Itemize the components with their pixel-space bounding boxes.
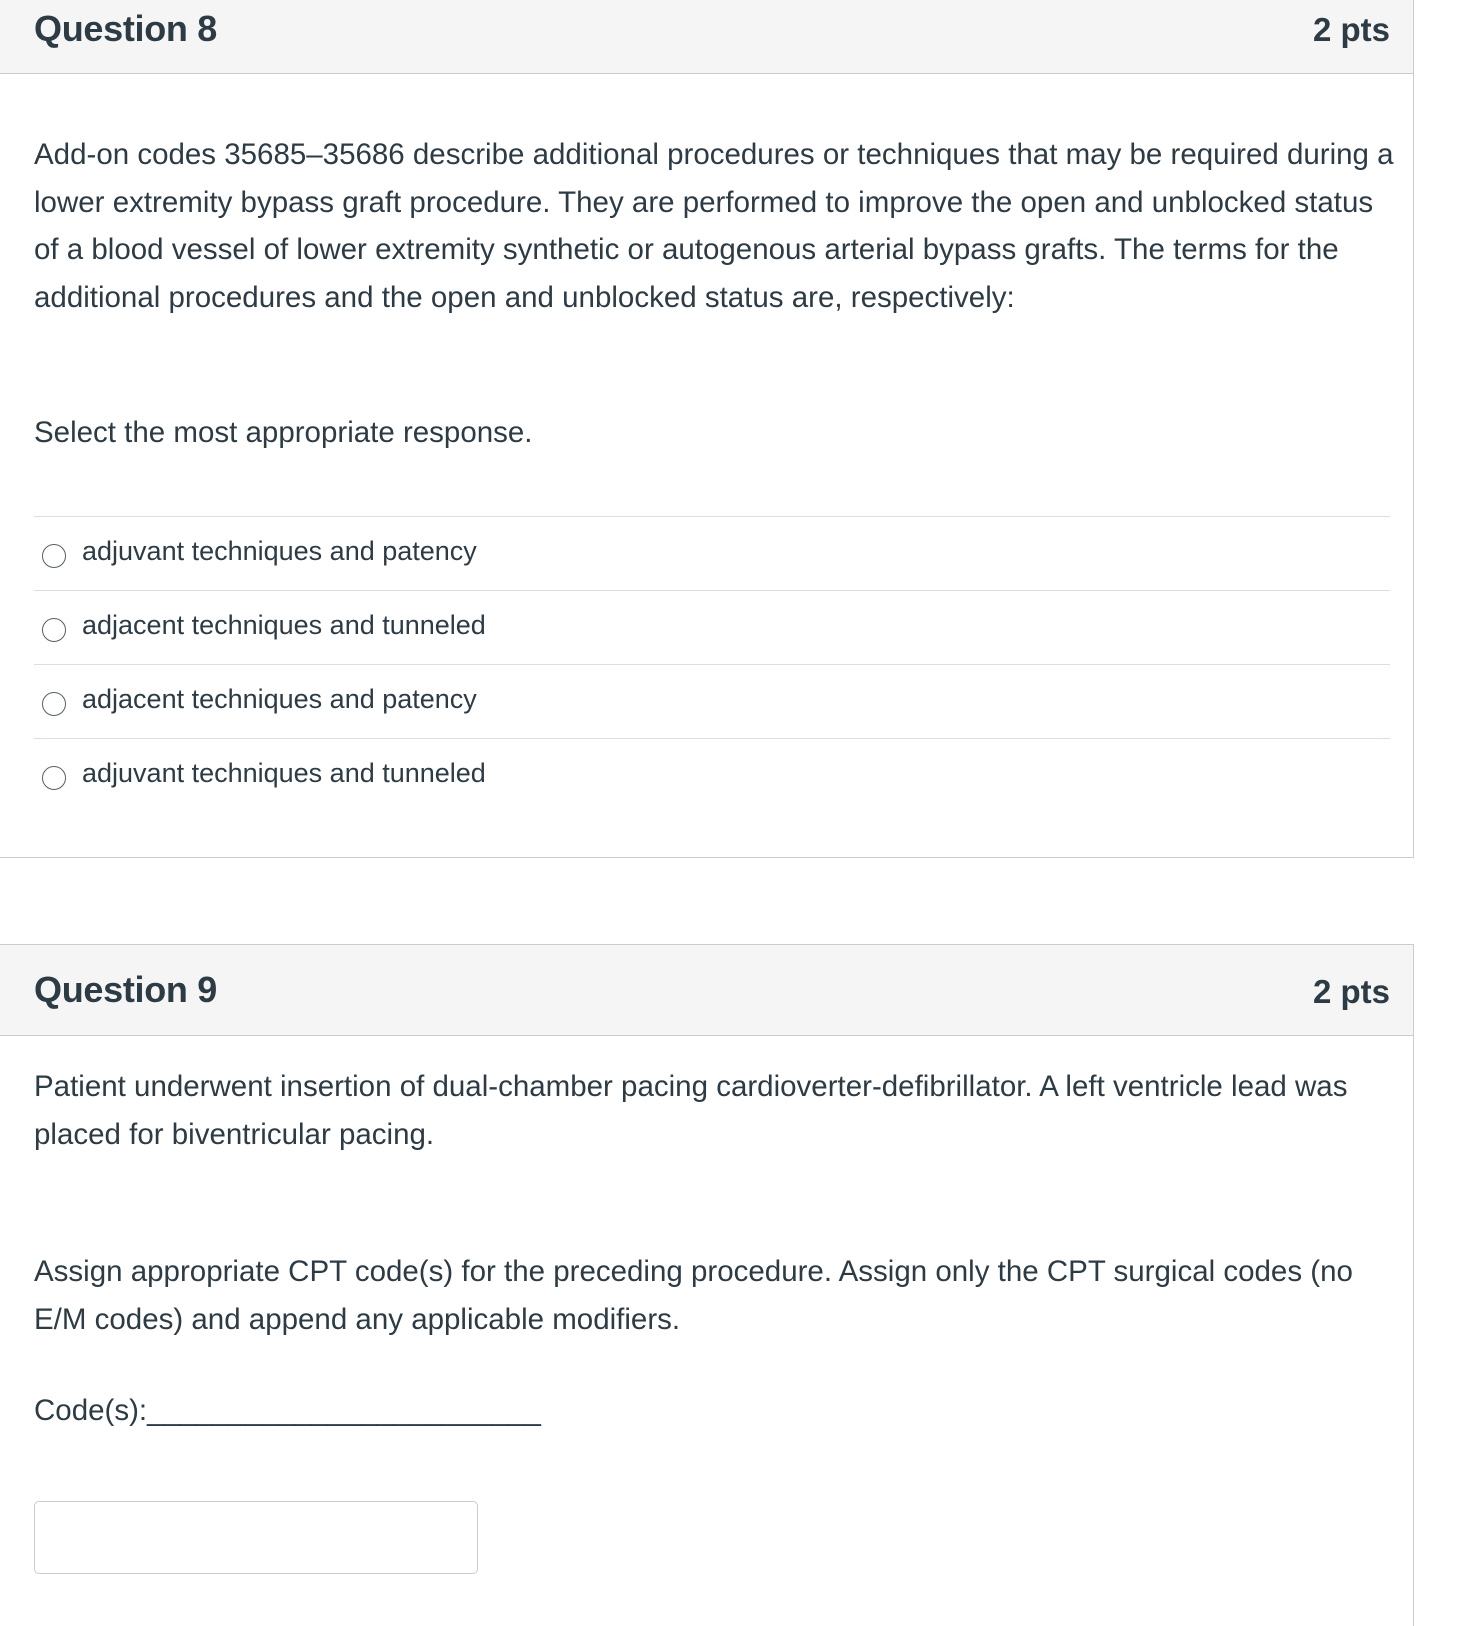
question-9 [0,944,1414,1626]
codes-label: Code(s):________________________ [34,1394,541,1427]
code-answer-input[interactable] [34,1501,478,1574]
question-8-title: Question 8 [34,8,218,49]
answer-option-3[interactable] [34,664,1390,738]
radio-button[interactable] [42,766,66,790]
radio-button[interactable] [42,544,66,568]
question-9-title: Question 9 [34,969,218,1010]
question-8-instruction: Select the most appropriate response. [34,416,533,449]
radio-button[interactable] [42,618,66,642]
question-8-header [0,0,1413,74]
question-9-instruction: Assign appropriate CPT code(s) for the preceding procedure. Assign only the CPT surgical codes (no E/M codes) and append any applicable modifiers. [34,1255,1353,1336]
radio-button[interactable] [42,692,66,716]
question-8-points: 2 pts [1312,11,1390,48]
answer-label: adjacent techniques and patency [82,684,477,714]
question-9-prompt: Patient underwent insertion of dual-chamber pacing cardioverter-defibrillator. A left ventricle lead was placed for biventricular pacing. [34,1070,1348,1151]
answer-label: adjacent techniques and tunneled [82,610,486,640]
answer-list [34,516,1390,812]
question-8-prompt: Add-on codes 35685–35686 describe additional procedures or techniques that may be required during a lower extremity bypass graft procedure. They are performed to improve the open and unblocked status of a blood vessel of lower extremity synthetic or autogenous arterial bypass grafts. The terms for the additional procedures and the open and unblocked status are, respectively: [34,138,1394,314]
question-9-header [0,945,1413,1036]
answer-option-4[interactable] [34,738,1390,812]
answer-label: adjuvant techniques and tunneled [82,758,486,788]
question-9-points: 2 pts [1312,973,1390,1010]
answer-option-1[interactable] [34,516,1390,590]
answer-label: adjuvant techniques and patency [82,536,477,566]
answer-option-2[interactable] [34,590,1390,664]
